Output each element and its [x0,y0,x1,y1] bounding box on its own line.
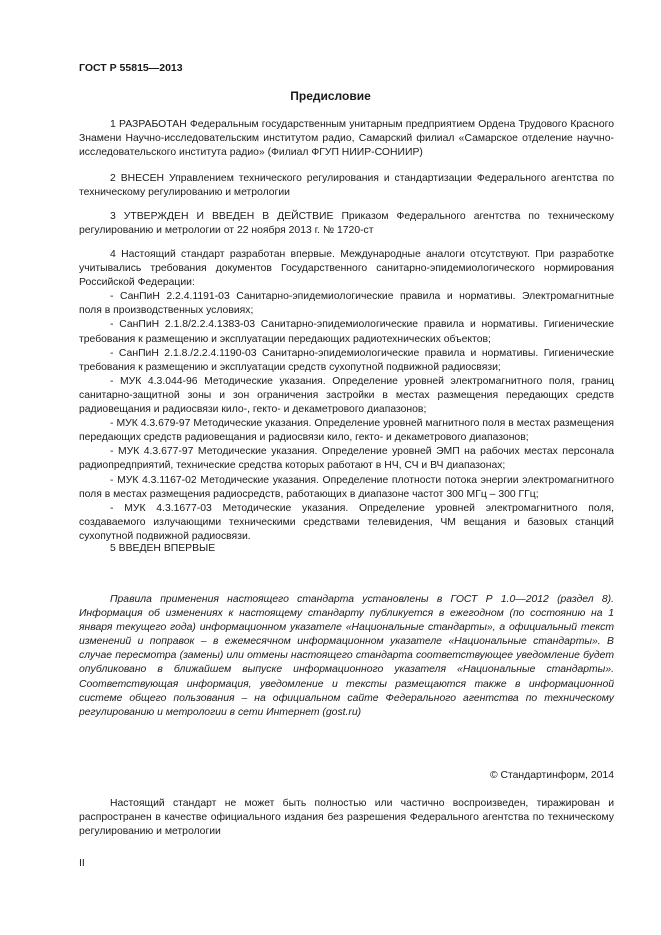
list-item: - СанПиН 2.1.8/2.2.4.1383-03 Санитарно-эпидемиологические правила и нормативы. Гигиенические требования к размещению и эксплуатации передающих радиотехнических объектов; [79,319,614,345]
document-header-id: ГОСТ Р 55815—2013 [79,62,183,74]
reprint-notice [79,797,614,839]
section-1 [79,118,614,160]
list-item: - СанПиН 2.2.4.1191-03 Санитарно-эпидемиологические правила и нормативы. Электромагнитные поля в производственных условиях; [79,291,614,317]
list-item: - МУК 4.3.1677-03 Методические указания. Определение уровней электромагнитного поля, создаваемого излучающими техническими средствами телевидения, ЧМ вещания и базовых станций сухопутной подвижной радиосвязи. [79,502,614,542]
list-item: - МУК 4.3.044-96 Методические указания. Определение уровней электромагнитного поля, границ санитарно-защитной зоны и зон ограничения застройки в местах размещения передающих средств радиовещания и радиосвязи кило-, гекто- и декаметрового диапазонов; [79,375,614,416]
page-number: II [79,857,85,869]
section-5 [79,542,614,556]
section-3 [79,210,614,238]
section-5-text: 5 ВВЕДЕН ВПЕРВЫЕ [110,543,216,554]
section-4-intro: 4 Настоящий стандарт разработан впервые. Международные аналоги отсутствуют. При разработке учитывались требования документов Государственного санитарно-эпидемиологического нормирования Российской Федерации: [79,249,614,289]
list-item: - МУК 4.3.1167-02 Методические указания. Определение плотности потока энергии электромагнитного поля в местах размещения радиосредств, работающих в диапазоне частот 300 МГц – 300 ГГц; [79,474,614,500]
section-2-text: 2 ВНЕСЕН Управлением технического регулирования и стандартизации Федерального агентства по техническому регулированию и метрологии [79,173,614,199]
section-3-text: 3 УТВЕРЖДЕН И ВВЕДЕН В ДЕЙСТВИЕ Приказом Федерального агентства по техническому регулированию и метрологии от 22 ноября 2013 г. № 1720-ст [79,211,614,237]
list-item: - СанПиН 2.1.8./2.2.4.1190-03 Санитарно-эпидемиологические правила и нормативы. Гигиенические требования к размещению и эксплуатации средств сухопутной подвижной радиосвязи; [79,347,614,373]
section-1-text: 1 РАЗРАБОТАН Федеральным государственным унитарным предприятием Ордена Трудового Красного Знамени Научно-исследовательским институтом радио, Самарский филиал «Самарское отделение научно-исследовательского института радио» (Филиал ФГУП НИИР-СОНИИР) [79,119,614,159]
list-item: - МУК 4.3.677-97 Методические указания. Определение уровней ЭМП на рабочих местах персонала радиопредприятий, технические средства которых работают в НЧ, СЧ и ВЧ диапазонах; [79,446,614,472]
list-item: - МУК 4.3.679-97 Методические указания. Определение уровней магнитного поля в местах размещения передающих средств радиовещания и радиосвязи кило, гекто- и декаметрового диапазонов; [79,418,614,444]
copyright-line: © Стандартинформ, 2014 [489,770,614,781]
usage-notice-text: Правила применения настоящего стандарта установлены в ГОСТ Р 1.0—2012 (раздел 8). Информация об изменениях к настоящему стандарту публикуется в ежегодном (по состоянию на 1 января текущего года) информационном указателе «Национальные стандарты», а официальный текст изменений и поправок – в ежемесячном информационном указателе «Национальные стандарты». В случае пересмотра (замены) или отмены настоящего стандарта соответствующее уведомление будет опубликовано в ближайшем выпуске информационного указателя «Национальные стандарты». Соответствующая информация, уведомление и тексты размещаются также в информационной системе общего пользования – на официальном сайте Федерального агентства по техническому регулированию и метрологии в сети Интернет (gost.ru) [79,594,614,718]
section-2 [79,172,614,200]
section-4 [79,248,614,544]
page-title: Предисловие [290,89,371,103]
reprint-notice-text: Настоящий стандарт не может быть полностью или частично воспроизведен, тиражирован и распространен в качестве официального издания без разрешения Федерального агентства по техническому регулированию и метрологии [79,798,614,838]
usage-notice [79,593,614,720]
